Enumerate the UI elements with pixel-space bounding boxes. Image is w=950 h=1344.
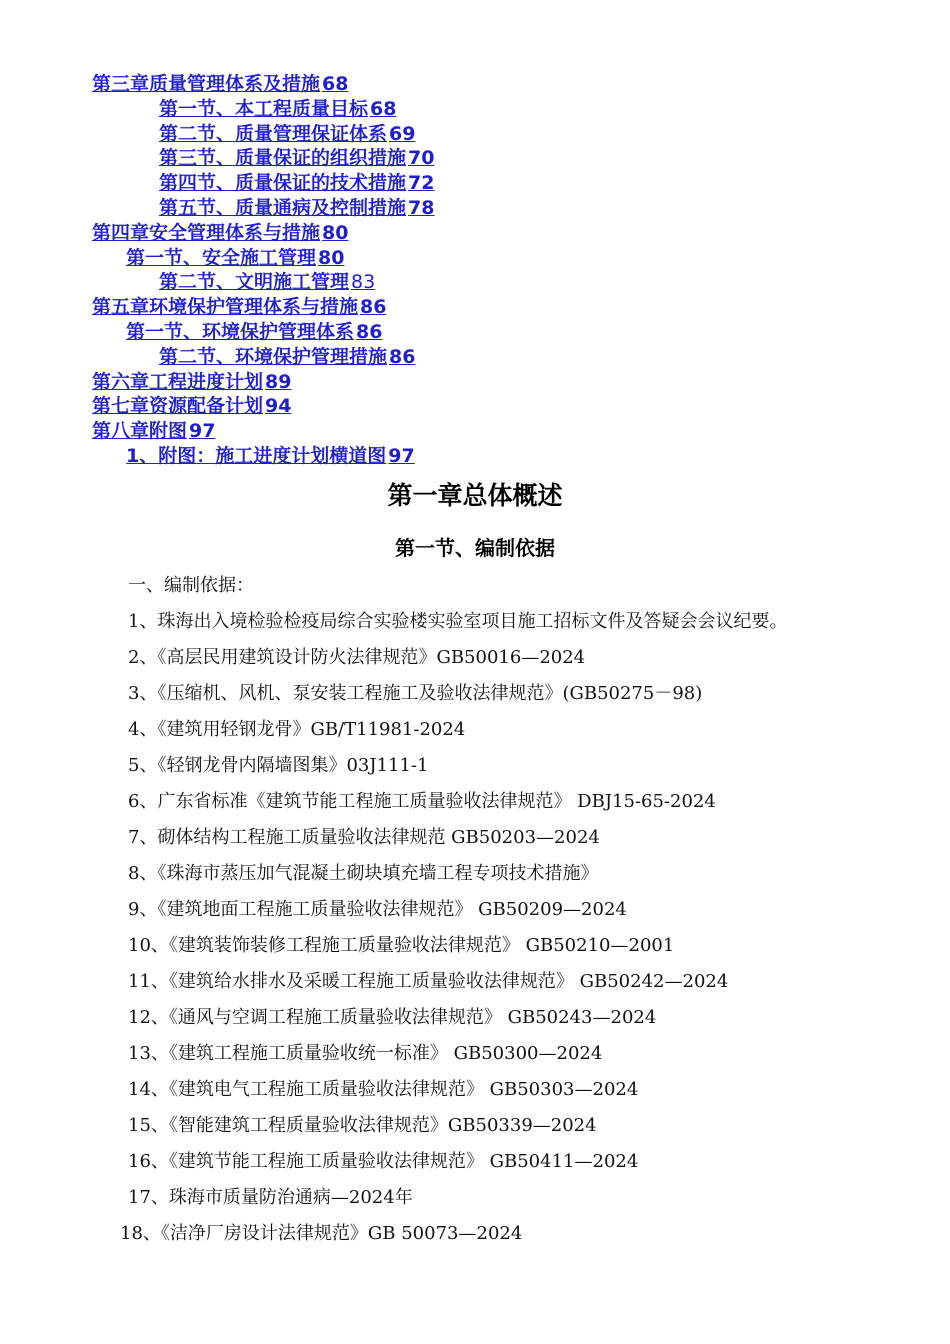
basis-item: 17、珠海市质量防治通病—2024年 xyxy=(128,1187,413,1208)
table-of-contents xyxy=(92,72,892,469)
basis-item: 10、《建筑装饰装修工程施工质量验收法律规范》 GB50210—2001 xyxy=(128,935,675,956)
basis-item: 12、《通风与空调工程施工质量验收法律规范》 GB50243—2024 xyxy=(128,1007,657,1028)
toc-link-chapter-6[interactable]: 第六章工程进度计划 89 xyxy=(92,370,292,393)
toc-link-chapter-8[interactable]: 第八章附图 97 xyxy=(92,420,216,443)
toc-link-section[interactable]: 第五节、质量通病及控制措施 78 xyxy=(159,196,435,219)
toc-link-section[interactable]: 第二节、文明施工管理 83 xyxy=(159,271,376,294)
body-text xyxy=(92,568,892,1252)
basis-item: 4、《建筑用轻钢龙骨》GB/T11981-2024 xyxy=(128,719,466,740)
basis-item: 15、《智能建筑工程质量验收法律规范》GB50339—2024 xyxy=(128,1115,597,1136)
basis-item: 8、《珠海市蒸压加气混凝土砌块填充墙工程专项技术措施》 xyxy=(128,863,599,884)
toc-link-chapter-5[interactable]: 第五章环境保护管理体系与措施 86 xyxy=(92,296,387,319)
toc-link-chapter-7[interactable]: 第七章资源配备计划 94 xyxy=(92,395,292,418)
toc-link-section[interactable]: 第二节、环境保护管理措施 86 xyxy=(159,345,416,368)
toc-link-section[interactable]: 第一节、本工程质量目标 68 xyxy=(159,97,397,120)
basis-item: 16、《建筑节能工程施工质量验收法律规范》 GB50411—2024 xyxy=(128,1151,639,1172)
section-title: 第一节、编制依据 xyxy=(395,536,555,560)
basis-item: 11、《建筑给水排水及采暖工程施工质量验收法律规范》 GB50242—2024 xyxy=(128,971,729,992)
basis-item: 7、砌体结构工程施工质量验收法律规范 GB50203—2024 xyxy=(128,827,600,848)
basis-item: 9、《建筑地面工程施工质量验收法律规范》 GB50209—2024 xyxy=(128,899,627,920)
toc-link-section[interactable]: 第一节、环境保护管理体系 86 xyxy=(126,320,383,343)
toc-link-appendix[interactable]: 1、附图：施工进度计划横道图 97 xyxy=(126,444,415,467)
toc-link-section[interactable]: 第一节、安全施工管理 80 xyxy=(126,246,345,269)
basis-item: 2、《高层民用建筑设计防火法律规范》GB50016—2024 xyxy=(128,647,586,668)
basis-item: 6、广东省标准《建筑节能工程施工质量验收法律规范》 DBJ15-65-2024 xyxy=(128,791,716,812)
basis-item: 18、《洁净厂房设计法律规范》GB 50073—2024 xyxy=(120,1223,523,1244)
toc-link-section[interactable]: 第二节、质量管理保证体系 69 xyxy=(159,122,416,145)
basis-item: 5、《轻钢龙骨内隔墙图集》03J111-1 xyxy=(128,755,429,776)
toc-link-section[interactable]: 第四节、质量保证的技术措施 72 xyxy=(159,172,435,195)
basis-item: 14、《建筑电气工程施工质量验收法律规范》 GB50303—2024 xyxy=(128,1079,639,1100)
basis-heading: 一、编制依据： xyxy=(128,575,254,596)
basis-item: 3、《压缩机、风机、泵安装工程施工及验收法律规范》(GB50275－98) xyxy=(128,683,703,704)
basis-item: 1、珠海出入境检验检疫局综合实验楼实验室项目施工招标文件及答疑会会议纪要。 xyxy=(128,611,788,632)
chapter-title: 第一章总体概述 xyxy=(387,481,563,510)
basis-item: 13、《建筑工程施工质量验收统一标准》 GB50300—2024 xyxy=(128,1043,603,1064)
toc-link-section[interactable]: 第三节、质量保证的组织措施 70 xyxy=(159,147,435,170)
toc-link-chapter-4[interactable]: 第四章安全管理体系与措施 80 xyxy=(92,221,349,244)
toc-link-chapter-3[interactable]: 第三章质量管理体系及措施 68 xyxy=(92,73,349,95)
